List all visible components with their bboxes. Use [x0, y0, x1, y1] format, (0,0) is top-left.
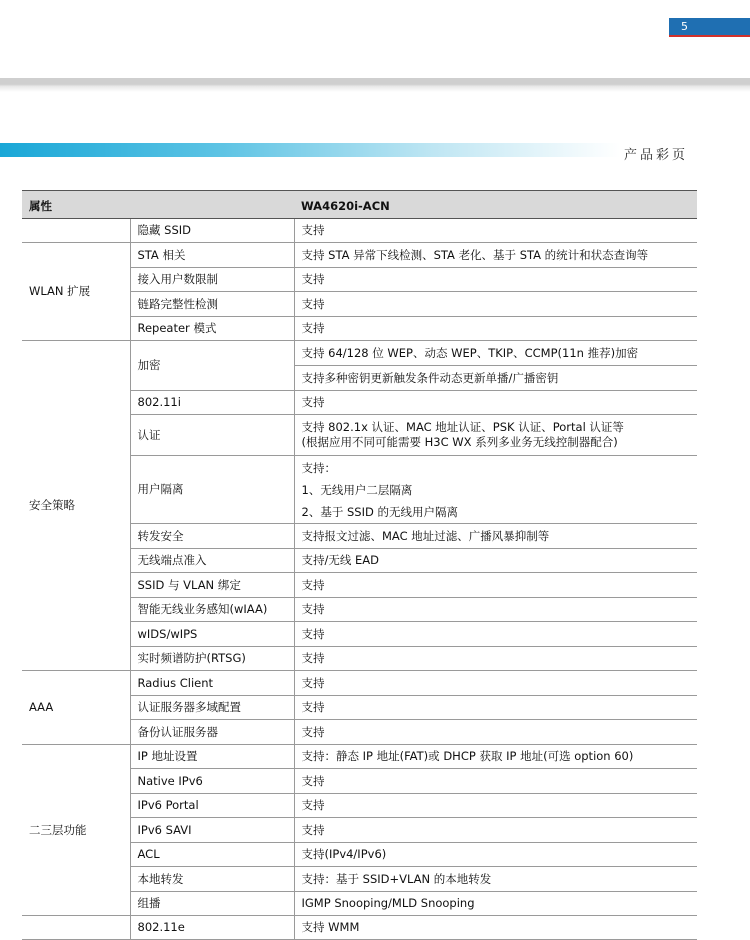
header-divider: [0, 78, 750, 92]
value-cell: 支持: [294, 268, 697, 292]
table-row: [22, 219, 697, 243]
item-cell: wIDS/wIPS: [130, 622, 294, 647]
category-cell: [22, 219, 130, 243]
category-cell: 二三层功能: [22, 745, 130, 916]
value-cell: 支持: [294, 671, 697, 696]
item-cell: 认证服务器多域配置: [130, 696, 294, 720]
value-cell: 支持: [294, 292, 697, 317]
item-cell: 备份认证服务器: [130, 720, 294, 745]
item-cell: 无线端点准入: [130, 549, 294, 573]
category-cell: [22, 916, 130, 940]
value-cell: 支持: [294, 391, 697, 415]
table-header-row: [22, 191, 697, 219]
item-cell: 认证: [130, 415, 294, 456]
page-number-badge: 5: [669, 18, 750, 37]
table-row: [22, 745, 697, 769]
item-cell: 隐藏 SSID: [130, 219, 294, 243]
section-title: 产品彩页: [624, 148, 689, 163]
table-row: [22, 916, 697, 940]
value-cell: [294, 341, 697, 391]
header-attribute: 属性: [22, 191, 294, 219]
section-gradient-bar: [0, 143, 620, 157]
value-cell: 支持：基于 SSID+VLAN 的本地转发: [294, 867, 697, 892]
value-line: 支持多种密钥更新触发条件动态更新单播/广播密钥: [301, 371, 559, 385]
item-cell: IP 地址设置: [130, 745, 294, 769]
value-cell: 支持/无线 EAD: [294, 549, 697, 573]
table-row: [22, 341, 697, 391]
item-cell: Repeater 模式: [130, 317, 294, 341]
item-cell: 802.11i: [130, 391, 294, 415]
value-cell: IGMP Snooping/MLD Snooping: [294, 892, 697, 916]
value-line: 支持 64/128 位 WEP、动态 WEP、TKIP、CCMP(11n 推荐)加密: [295, 341, 698, 366]
value-line: 1、无线用户二层隔离: [301, 482, 413, 497]
value-line: 支持 802.1x 认证、MAC 地址认证、PSK 认证、Portal 认证等: [301, 420, 624, 434]
item-cell: 实时频谱防护(RTSG): [130, 647, 294, 671]
value-cell: 支持报文过滤、MAC 地址过滤、广播风暴抑制等: [294, 524, 697, 549]
value-cell: 支持(IPv4/IPv6): [294, 843, 697, 867]
category-cell: 安全策略: [22, 341, 130, 671]
value-cell: 支持: [294, 622, 697, 647]
value-cell: 支持 WMM: [294, 916, 697, 940]
item-cell: SSID 与 VLAN 绑定: [130, 573, 294, 598]
value-line: 支持：: [301, 460, 336, 475]
value-line: 2、基于 SSID 的无线用户隔离: [301, 504, 458, 519]
item-cell: 加密: [130, 341, 294, 391]
item-cell: IPv6 Portal: [130, 794, 294, 818]
table-row: [22, 243, 697, 268]
item-cell: 本地转发: [130, 867, 294, 892]
item-cell: Native IPv6: [130, 769, 294, 794]
value-cell: 支持: [294, 317, 697, 341]
item-cell: STA 相关: [130, 243, 294, 268]
category-cell: AAA: [22, 671, 130, 745]
spec-table: [22, 190, 697, 940]
value-cell: 支持: [294, 818, 697, 843]
value-cell: 支持 STA 异常下线检测、STA 老化、基于 STA 的统计和状态查询等: [294, 243, 697, 268]
value-cell: 支持: [294, 720, 697, 745]
table-row: [22, 671, 697, 696]
item-cell: IPv6 SAVI: [130, 818, 294, 843]
value-cell: 支持: [294, 219, 697, 243]
value-line: (根据应用不同可能需要 H3C WX 系列多业务无线控制器配合): [301, 435, 618, 449]
item-cell: Radius Client: [130, 671, 294, 696]
item-cell: 转发安全: [130, 524, 294, 549]
item-cell: 接入用户数限制: [130, 268, 294, 292]
value-cell: 支持：静态 IP 地址(FAT)或 DHCP 获取 IP 地址(可选 option 60): [294, 745, 697, 769]
value-cell: 支持: [294, 647, 697, 671]
value-cell: [294, 415, 697, 456]
item-cell: 智能无线业务感知(wIAA): [130, 598, 294, 622]
value-cell: [294, 456, 697, 524]
header-model: WA4620i-ACN: [294, 191, 697, 219]
item-cell: ACL: [130, 843, 294, 867]
item-cell: 802.11e: [130, 916, 294, 940]
item-cell: 链路完整性检测: [130, 292, 294, 317]
value-cell: 支持: [294, 696, 697, 720]
value-cell: 支持: [294, 794, 697, 818]
category-cell: WLAN 扩展: [22, 243, 130, 341]
value-cell: 支持: [294, 573, 697, 598]
value-cell: 支持: [294, 769, 697, 794]
item-cell: 组播: [130, 892, 294, 916]
value-cell: 支持: [294, 598, 697, 622]
item-cell: 用户隔离: [130, 456, 294, 524]
